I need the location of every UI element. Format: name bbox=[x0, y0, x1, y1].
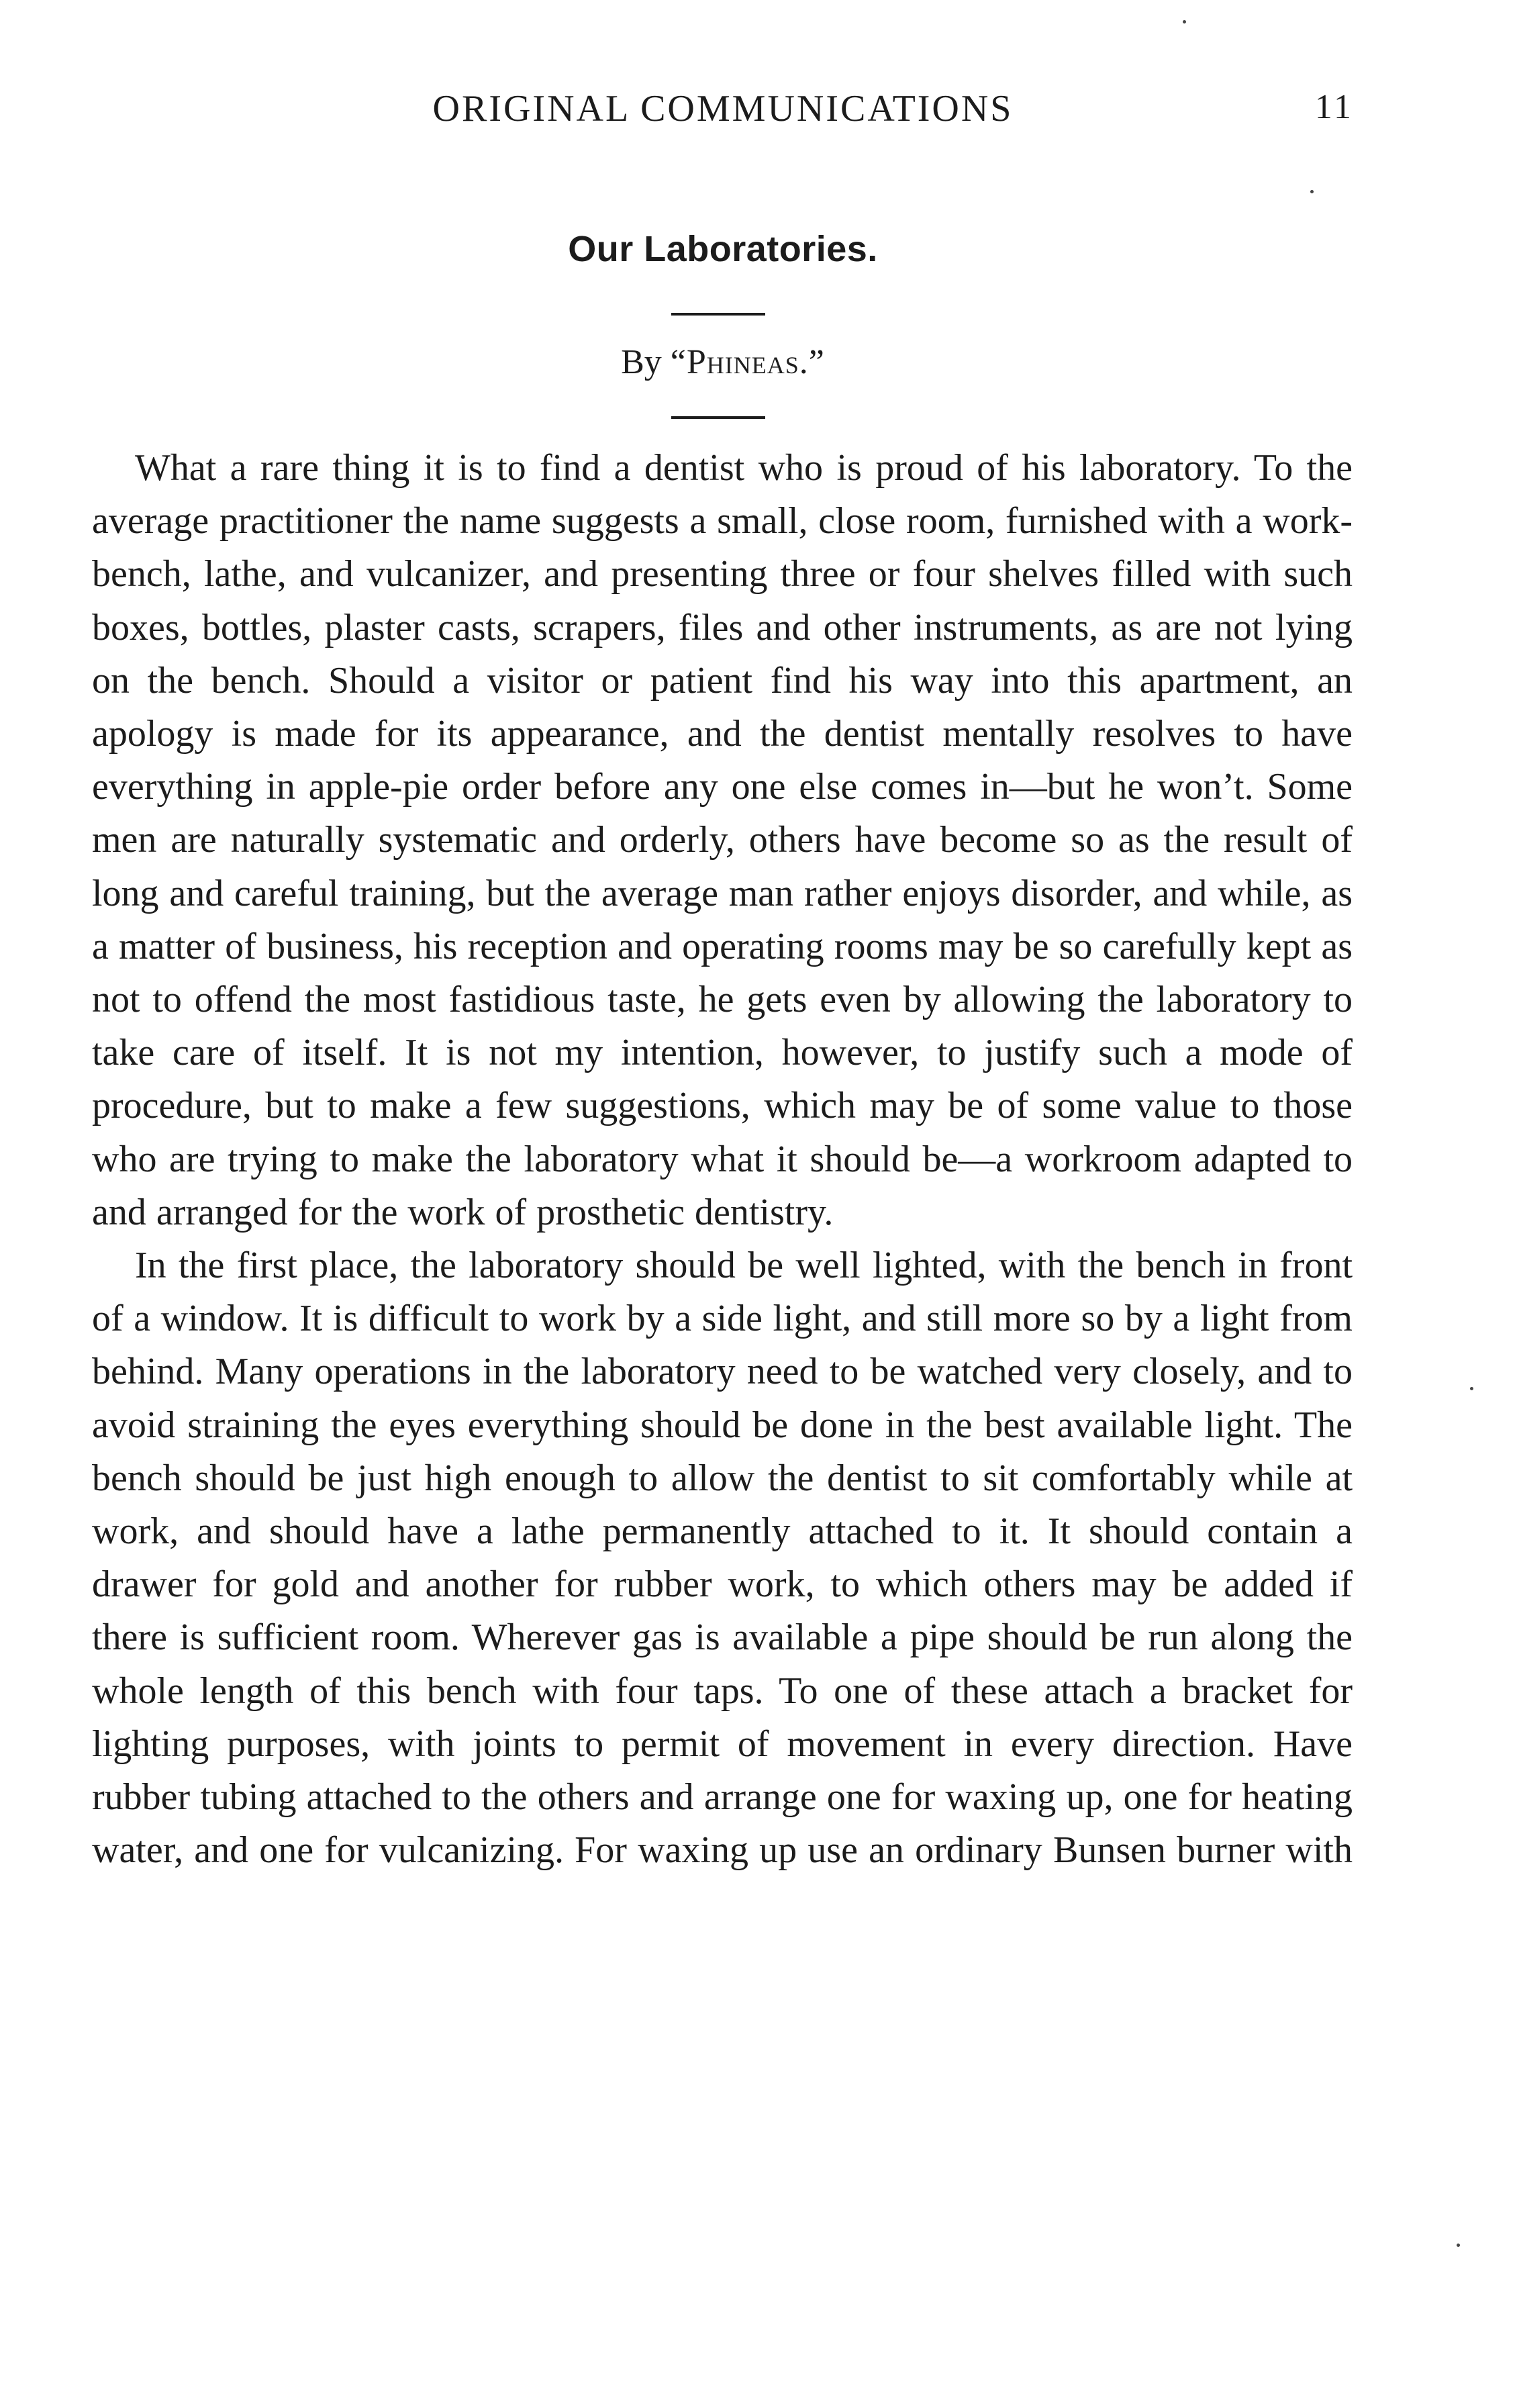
article-title: Our Laboratories. bbox=[568, 229, 878, 269]
scan-speck bbox=[1310, 190, 1314, 193]
scan-speck bbox=[1183, 20, 1186, 23]
title-divider bbox=[671, 313, 765, 316]
byline bbox=[92, 342, 1354, 382]
byline-prefix: By bbox=[621, 343, 671, 381]
paragraph-1: What a rare thing it is to find a dentist who is proud of his laboratory. To the average practitioner the name suggests a small, close room, furnished with a work-bench, lathe, and vulcanizer, and presenting three or four shelves filled with such boxes, bottles, plaster casts, scrapers, files and other instruments, as are not lying on the bench. Should a visitor or patient find his way into this apartment, an apology is made for its appearance, and the dentist mentally resolves to have everything in apple-pie order before any one else comes in—but he won’t. Some men are naturally systematic and orderly, others have become so as the result of long and careful training, but the average man rather enjoys disorder, and while, as a matter of business, his reception and operating rooms may be so carefully kept as not to offend the most fastidious taste, he gets even by allowing the laboratory to take care of itself. It is not my intention, however, to justify such a mode of procedure, but to make a few suggestions, which may be of some value to those who are trying to make the laboratory what it should be—a workroom adapted to and arranged for the work of prosthetic dentistry. bbox=[92, 447, 1353, 1233]
article-body bbox=[92, 442, 1353, 1877]
page-number: 11 bbox=[1314, 88, 1354, 126]
byline-divider bbox=[671, 416, 765, 419]
scan-speck bbox=[1470, 1387, 1473, 1390]
scan-speck bbox=[1457, 2244, 1460, 2247]
running-head-title: ORIGINAL COMMUNICATIONS bbox=[432, 88, 1014, 130]
paragraph-2: In the first place, the laboratory should be well lighted, with the bench in front of a window. It is difficult to work by a side light, and still more so by a light from behind. Many operations in the laboratory need to be watched very closely, and to avoid straining the eyes everything should be done in the best available light. The bench should be just high enough to allow the dentist to sit comfortably while at work, and should have a lathe permanently attached to it. It should contain a drawer for gold and another for rubber work, to which others may be added if there is sufficient room. Wherever gas is available a pipe should be run along the whole length of this bench with four taps. To one of these attach a bracket for lighting purposes, with joints to permit of movement in every direction. Have rubber tubing attached to the others and arrange one for waxing up, one for heating water, and one for vulcanizing. For waxing up use an ordinary Bunsen burner with bbox=[92, 1245, 1353, 1872]
running-head bbox=[92, 87, 1354, 141]
byline-author: “Phineas.” bbox=[670, 343, 825, 381]
